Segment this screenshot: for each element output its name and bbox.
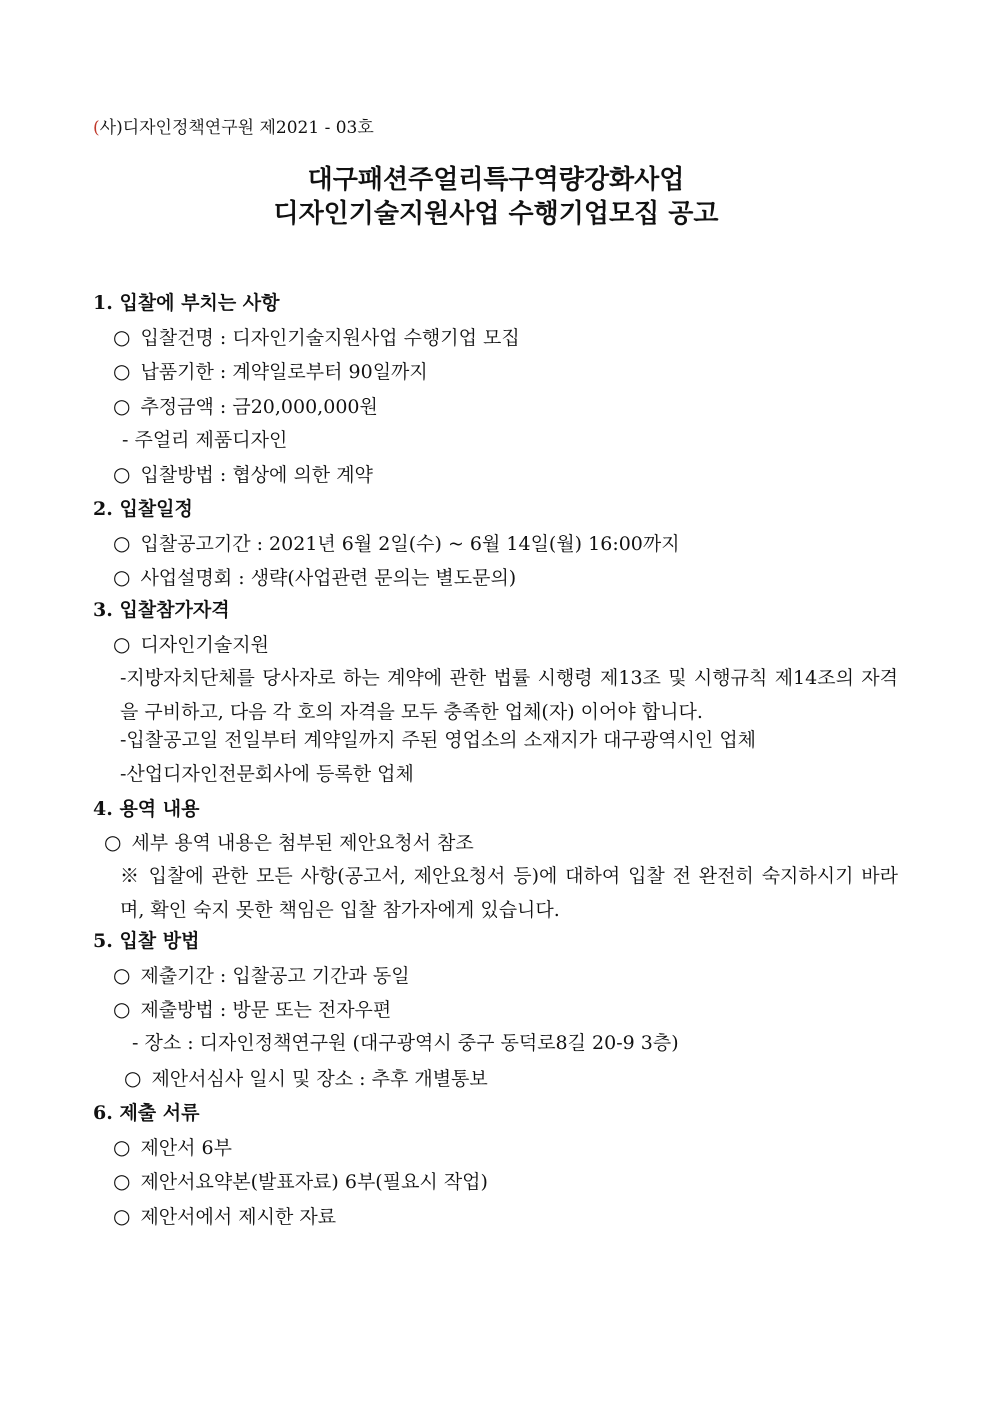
qualification-paragraph: -지방자치단체를 당사자로 하는 계약에 관한 법률 시행령 제13조 및 시행규칙 제14조의 자격을 구비하고, 다음 각 호의 자격을 모두 충족한 업체(자) 이어야 합니다.: [120, 667, 898, 723]
bullet-circle-icon: ○: [113, 325, 131, 349]
bullet-circle-icon: ○: [113, 462, 131, 486]
bullet-circle-icon: ○: [113, 1169, 131, 1193]
list-item: ○ 제안서 6부: [113, 1135, 232, 1159]
sub-item: - 주얼리 제품디자인: [122, 429, 288, 451]
section-2-heading: 2. 입찰일정: [93, 498, 193, 520]
bullet-circle-icon: ○: [104, 830, 122, 854]
qualification-line: -산업디자인전문회사에 등록한 업체: [120, 763, 414, 785]
bullet-circle-icon: ○: [113, 997, 131, 1021]
section-1-heading: 1. 입찰에 부치는 사항: [93, 292, 280, 314]
list-item: ○ 제출기간 : 입찰공고 기간과 동일: [113, 963, 410, 987]
qualification-line: -입찰공고일 전일부터 계약일까지 주된 영업소의 소재지가 대구광역시인 업체: [120, 729, 757, 751]
list-item: ○ 제출방법 : 방문 또는 전자우편: [113, 997, 392, 1021]
section-6-heading: 6. 제출 서류: [93, 1102, 200, 1124]
list-item: ○ 제안서에서 제시한 자료: [113, 1204, 337, 1228]
bullet-circle-icon: ○: [113, 1135, 131, 1159]
bullet-circle-icon: ○: [113, 632, 131, 656]
bullet-circle-icon: ○: [113, 1204, 131, 1228]
document-number-paren: (: [93, 118, 100, 138]
list-item: ○ 사업설명회 : 생략(사업관련 문의는 별도문의): [113, 565, 517, 589]
list-item: ○ 납품기한 : 계약일로부터 90일까지: [113, 359, 428, 383]
sub-item: - 장소 : 디자인정책연구원 (대구광역시 중구 동덕로8길 20-9 3층): [132, 1032, 679, 1054]
list-item: ○ 입찰방법 : 협상에 의한 계약: [113, 462, 373, 486]
list-item: ○ 입찰건명 : 디자인기술지원사업 수행기업 모집: [113, 325, 520, 349]
bullet-circle-icon: ○: [113, 963, 131, 987]
list-item: ○ 제안서요약본(발표자료) 6부(필요시 작업): [113, 1169, 488, 1193]
list-item: ○ 세부 용역 내용은 첨부된 제안요청서 참조: [104, 830, 474, 854]
section-5-heading: 5. 입찰 방법: [93, 930, 200, 952]
notice-paragraph: ※ 입찰에 관한 모든 사항(공고서, 제안요청서 등)에 대하여 입찰 전 완전히 숙지하시기 바라며, 확인 숙지 못한 책임은 입찰 참가자에게 있습니다.: [120, 865, 898, 921]
title-line-1: 대구패션주얼리특구역량강화사업: [307, 165, 685, 195]
list-item: ○ 제안서심사 일시 및 장소 : 추후 개별통보: [124, 1066, 488, 1090]
section-4-heading: 4. 용역 내용: [93, 798, 200, 820]
document-number: [93, 116, 374, 140]
list-item: ○ 입찰공고기간 : 2021년 6월 2일(수) ~ 6월 14일(월) 16:00까지: [113, 531, 680, 555]
document-number-text: 사)디자인정책연구원 제2021 - 03호: [99, 118, 374, 138]
section-3-heading: 3. 입찰참가자격: [93, 599, 230, 621]
bullet-circle-icon: ○: [113, 394, 131, 418]
list-item: ○ 추정금액 : 금20,000,000원: [113, 394, 378, 418]
bullet-circle-icon: ○: [113, 531, 131, 555]
title-line-2: 디자인기술지원사업 수행기업모집 공고: [273, 199, 719, 229]
bullet-circle-icon: ○: [113, 359, 131, 383]
bullet-circle-icon: ○: [113, 565, 131, 589]
bullet-circle-icon: ○: [124, 1066, 142, 1090]
list-item: ○ 디자인기술지원: [113, 632, 269, 656]
